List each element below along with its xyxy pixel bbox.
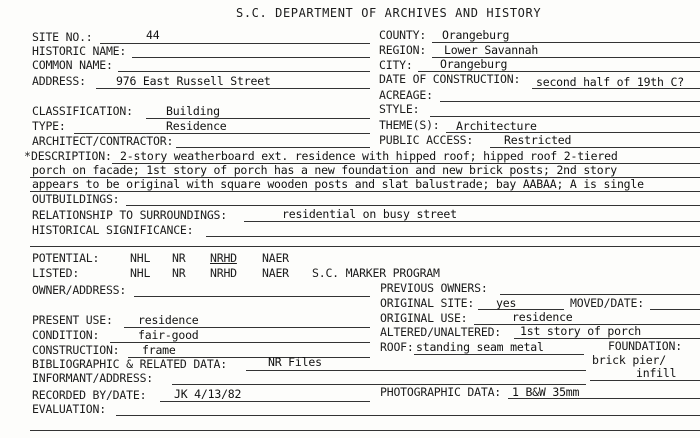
potential-nrhd: NRHD <box>210 251 237 265</box>
condition-value: fair-good <box>138 328 199 342</box>
roof-line <box>414 354 584 355</box>
county-label: COUNTY: <box>379 28 427 42</box>
listed-naer: NAER <box>262 266 289 280</box>
foundation-value-1: brick pier/ <box>592 353 666 367</box>
description-line-1: 2-story weatherboard ext. residence with hipped roof; hipped roof 2-tiered <box>120 149 618 163</box>
potential-naer: NAER <box>262 251 289 265</box>
altered-label: ALTERED/UNALTERED: <box>380 325 502 339</box>
previous-owners-label: PREVIOUS OWNERS: <box>380 281 488 295</box>
site-no-label: SITE NO.: <box>32 30 93 44</box>
photographic-value: 1 B&W 35mm <box>512 385 580 399</box>
themes-value: Architecture <box>456 119 537 133</box>
site-no-line <box>100 43 370 44</box>
informant-label: INFORMANT/ADDRESS: <box>32 371 154 385</box>
historical-significance-line <box>206 236 700 237</box>
recorded-by-value: JK 4/13/82 <box>174 387 242 401</box>
present-use-value: residence <box>138 313 199 327</box>
public-access-label: PUBLIC ACCESS: <box>379 133 474 147</box>
foundation-value-2: infill <box>636 366 677 380</box>
owner-address-line <box>134 296 370 297</box>
city-value: Orangeburg <box>440 57 508 71</box>
acreage-line <box>440 101 700 102</box>
photographic-label: PHOTOGRAPHIC DATA: <box>380 385 502 399</box>
address-value: 976 East Russell Street <box>116 74 271 88</box>
condition-label: CONDITION: <box>32 328 100 342</box>
classification-label: CLASSIFICATION: <box>32 104 133 118</box>
altered-value: 1st story of porch <box>520 324 642 338</box>
moved-date-label: MOVED/DATE: <box>570 296 644 310</box>
recorded-by-line <box>160 401 370 402</box>
classification-value: Building <box>166 104 220 118</box>
previous-owners-line <box>500 294 700 295</box>
roof-label: ROOF: <box>380 340 414 354</box>
roof-value: standing seam metal <box>416 340 544 354</box>
construction-value: frame <box>142 343 176 357</box>
public-access-line <box>490 147 700 148</box>
historic-name-line <box>132 57 370 58</box>
bibliographic-value: NR Files <box>268 355 322 369</box>
description-asterisk: * <box>24 149 31 163</box>
acreage-label: ACREAGE: <box>379 88 433 102</box>
date-of-construction-value: second half of 19th C? <box>536 75 684 89</box>
original-site-label: ORIGINAL SITE: <box>380 296 475 310</box>
architect-line <box>176 147 370 148</box>
bibliographic-label: BIBLIOGRAPHIC & RELATED DATA: <box>32 357 227 371</box>
relationship-label: RELATIONSHIP TO SURROUNDINGS: <box>32 208 227 222</box>
architect-label: ARCHITECT/CONTRACTOR: <box>32 134 174 148</box>
listed-nhl: NHL <box>130 266 151 280</box>
listed-nrhd: NRHD <box>210 266 237 280</box>
historic-name-label: HISTORIC NAME: <box>32 44 127 58</box>
address-label: ADDRESS: <box>32 74 86 88</box>
listed-label: LISTED: <box>32 266 80 280</box>
style-line <box>430 116 700 117</box>
address-line <box>96 88 370 89</box>
description-label: DESCRIPTION: <box>31 149 112 163</box>
county-value: Orangeburg <box>442 28 510 42</box>
evaluation-line <box>116 415 700 416</box>
type-label: TYPE: <box>32 119 66 133</box>
relationship-value: residential on busy street <box>282 207 457 221</box>
outbuildings-line <box>126 205 700 206</box>
recorded-by-label: RECORDED BY/DATE: <box>32 388 147 402</box>
moved-date-line <box>650 309 700 310</box>
form-title: S.C. DEPARTMENT OF ARCHIVES AND HISTORY <box>236 6 542 20</box>
marker-program-label: S.C. MARKER PROGRAM <box>312 266 440 280</box>
relationship-line <box>244 221 700 222</box>
date-of-construction-line <box>532 88 700 89</box>
original-use-label: ORIGINAL USE: <box>380 311 468 325</box>
potential-nhl: NHL <box>130 251 151 265</box>
evaluation-label: EVALUATION: <box>32 402 106 416</box>
site-no-value: 44 <box>146 28 160 42</box>
region-value: Lower Savannah <box>444 43 539 57</box>
photographic-line <box>508 398 700 399</box>
potential-label: POTENTIAL: <box>32 251 100 265</box>
style-label: STYLE: <box>379 102 420 116</box>
region-label: REGION: <box>379 43 427 57</box>
city-label: CITY: <box>379 58 413 72</box>
present-use-label: PRESENT USE: <box>32 313 113 327</box>
type-value: Residence <box>166 119 227 133</box>
potential-nr: NR <box>172 251 186 265</box>
original-site-value: yes <box>496 296 517 310</box>
owner-address-label: OWNER/ADDRESS: <box>32 283 127 297</box>
historical-significance-label: HISTORICAL SIGNIFICANCE: <box>32 223 194 237</box>
common-name-label: COMMON NAME: <box>32 58 113 72</box>
construction-label: CONSTRUCTION: <box>32 343 120 357</box>
date-of-construction-label: DATE OF CONSTRUCTION: <box>379 72 521 86</box>
description-rule-3 <box>30 191 700 192</box>
section-divider <box>30 246 700 247</box>
listed-nr: NR <box>172 266 186 280</box>
outbuildings-label: OUTBUILDINGS: <box>32 192 120 206</box>
foundation-label: FOUNDATION: <box>608 339 682 353</box>
themes-label: THEME(S): <box>379 118 440 132</box>
bibliographic-line <box>246 370 586 371</box>
themes-line <box>446 132 700 133</box>
foundation-line <box>590 380 700 381</box>
original-use-value: residence <box>512 310 573 324</box>
description-line-2: porch on facade; 1st story of porch has a new foundation and new brick posts; 2nd story <box>32 163 617 177</box>
public-access-value: Restricted <box>504 133 572 147</box>
evaluation-line-2 <box>30 430 700 431</box>
description-line-3: appears to be original with square wooden posts and slat balustrade; bay AABAA; A is single <box>32 177 644 191</box>
common-name-line <box>118 71 370 72</box>
